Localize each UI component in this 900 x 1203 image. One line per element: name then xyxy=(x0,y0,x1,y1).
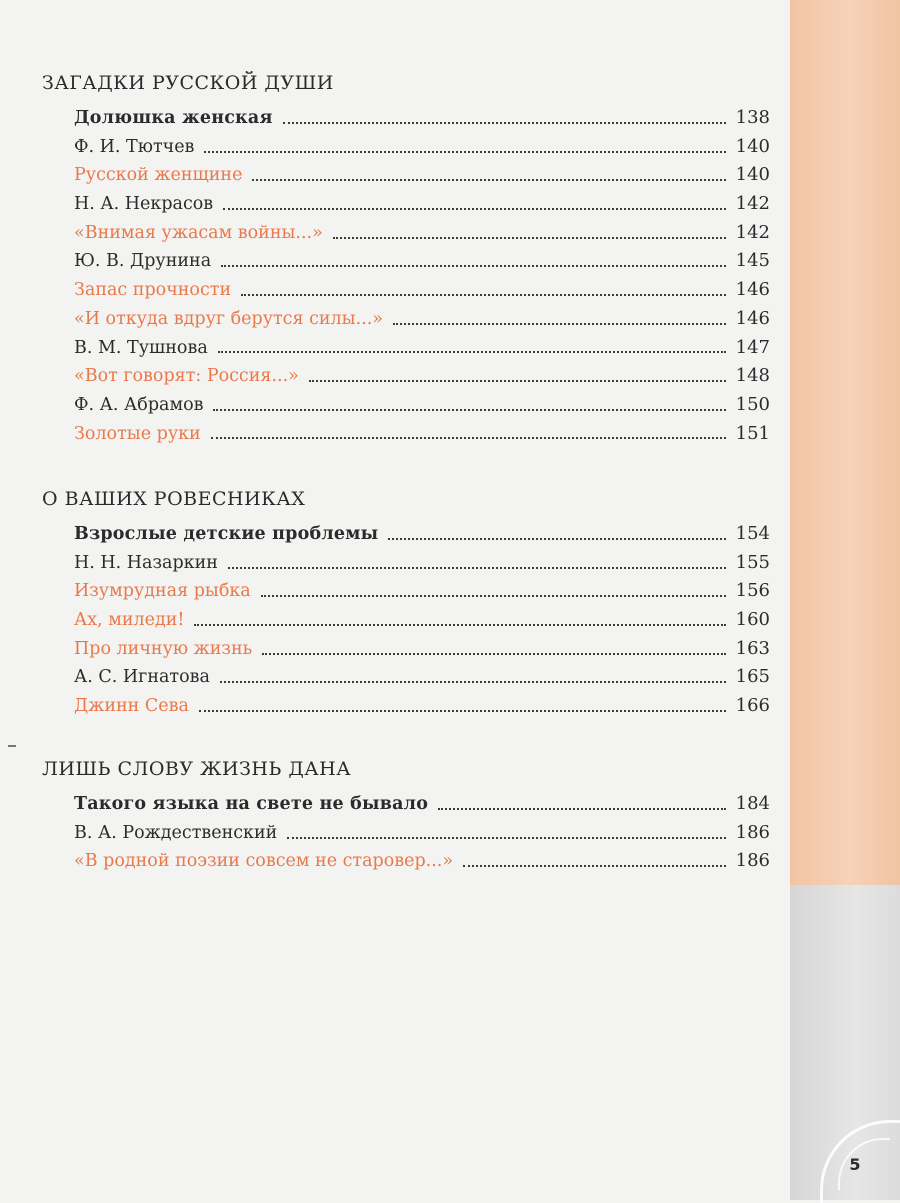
toc-entry-title: Русской женщине xyxy=(74,165,243,186)
toc-entry[interactable] xyxy=(74,247,770,276)
toc-entry[interactable] xyxy=(74,362,770,391)
toc-entry[interactable] xyxy=(74,819,770,848)
toc-entry[interactable] xyxy=(74,663,770,692)
margin-mark xyxy=(8,745,16,747)
page-number: 5 xyxy=(849,1155,861,1174)
dot-leader xyxy=(220,680,726,683)
toc-entry-page: 142 xyxy=(735,193,770,215)
toc-entry[interactable] xyxy=(74,420,770,449)
toc-entry-page: 156 xyxy=(735,580,770,602)
toc-section xyxy=(42,70,770,448)
dot-leader xyxy=(211,436,726,439)
toc-entry[interactable] xyxy=(74,391,770,420)
dot-leader xyxy=(221,264,725,267)
toc-entry[interactable] xyxy=(74,334,770,363)
toc-entry[interactable] xyxy=(74,190,770,219)
toc-entry[interactable] xyxy=(74,635,770,664)
toc-entry-page: 142 xyxy=(735,221,770,243)
dot-leader xyxy=(204,150,725,153)
toc-entry-page: 163 xyxy=(735,637,770,659)
dot-leader xyxy=(228,566,726,569)
dot-leader xyxy=(283,121,726,124)
toc-entry-title: «И откуда вдруг берутся силы...» xyxy=(74,308,383,329)
dot-leader xyxy=(463,864,726,867)
toc-entry[interactable] xyxy=(74,606,770,635)
toc-entry[interactable] xyxy=(74,104,770,133)
toc-entry-page: 150 xyxy=(735,393,770,415)
toc-entry-page: 138 xyxy=(735,107,770,128)
dot-leader xyxy=(309,379,726,382)
toc-entry[interactable] xyxy=(74,577,770,606)
toc-entry-page: 155 xyxy=(735,551,770,573)
dot-leader xyxy=(393,322,726,325)
toc-entries xyxy=(74,104,770,448)
section-title: ЛИШЬ СЛОВУ ЖИЗНЬ ДАНА xyxy=(42,758,352,780)
toc-entry-page: 140 xyxy=(735,164,770,186)
toc-section xyxy=(42,756,770,876)
toc-entry-page: 146 xyxy=(735,279,770,301)
decorative-side-band xyxy=(790,0,900,885)
toc-entry-page: 147 xyxy=(735,336,770,358)
toc-entry-page: 148 xyxy=(735,365,770,387)
toc-entry[interactable] xyxy=(74,549,770,578)
dot-leader xyxy=(199,709,726,712)
dot-leader xyxy=(438,807,726,810)
toc-entry-title: Ф. И. Тютчев xyxy=(74,136,195,157)
toc-entry-title: «Внимая ужасам войны...» xyxy=(74,222,323,243)
toc-entry-title: Н. А. Некрасов xyxy=(74,194,214,215)
toc-entry-title: Долюшка женская xyxy=(74,108,273,128)
toc-entry-title: «Вот говорят: Россия...» xyxy=(74,366,299,387)
dot-leader xyxy=(252,178,725,181)
toc-entry[interactable] xyxy=(74,305,770,334)
toc-entry-title: Запас прочности xyxy=(74,280,232,301)
toc-entries xyxy=(74,790,770,876)
dot-leader xyxy=(213,408,725,411)
toc-entry[interactable] xyxy=(74,161,770,190)
toc-entry[interactable] xyxy=(74,847,770,876)
toc-entry-title: В. М. Тушнова xyxy=(74,337,208,358)
dot-leader xyxy=(223,207,725,210)
toc-entry-title: «В родной поэзии совсем не старовер...» xyxy=(74,851,454,872)
toc-entry-page: 186 xyxy=(735,821,770,843)
dot-leader xyxy=(388,537,725,540)
toc-entry-title: В. А. Рождественский xyxy=(74,822,278,843)
toc-entry[interactable] xyxy=(74,692,770,721)
toc-entry-page: 146 xyxy=(735,307,770,329)
dot-leader xyxy=(218,350,726,353)
toc-entry[interactable] xyxy=(74,133,770,162)
toc-entry-page: 184 xyxy=(735,793,770,814)
toc-entry-page: 186 xyxy=(735,850,770,872)
dot-leader xyxy=(194,623,725,626)
section-title: О ВАШИХ РОВЕСНИКАХ xyxy=(42,488,306,510)
toc-section xyxy=(42,486,770,721)
toc-entry-title: Взрослые детские проблемы xyxy=(74,524,379,544)
toc-entry-page: 160 xyxy=(735,609,770,631)
toc-entry-title: Такого языка на свете не бывало xyxy=(74,794,429,814)
toc-entry-page: 154 xyxy=(735,523,770,544)
toc-entry-page: 166 xyxy=(735,695,770,717)
toc-entry-title: Ю. В. Друнина xyxy=(74,251,212,272)
toc-entry-title: Изумрудная рыбка xyxy=(74,581,251,602)
toc-entry-title: Джинн Сева xyxy=(74,696,189,717)
toc-entries xyxy=(74,520,770,721)
toc-entry-title: Ах, миледи! xyxy=(74,610,185,631)
toc-entry-title: Про личную жизнь xyxy=(74,638,253,659)
dot-leader xyxy=(333,236,726,239)
toc-entry[interactable] xyxy=(74,219,770,248)
toc-entry-title: А. С. Игнатова xyxy=(74,667,210,688)
toc-entry-title: Ф. А. Абрамов xyxy=(74,394,204,415)
dot-leader xyxy=(287,836,725,839)
dot-leader xyxy=(262,652,725,655)
toc-entry-page: 165 xyxy=(735,666,770,688)
dot-leader xyxy=(261,594,726,597)
toc-entry-page: 140 xyxy=(735,135,770,157)
toc-entry[interactable] xyxy=(74,790,770,819)
toc-entry-title: Н. Н. Назаркин xyxy=(74,552,218,573)
toc-entry-page: 145 xyxy=(735,250,770,272)
toc-entry[interactable] xyxy=(74,276,770,305)
toc-entry-page: 151 xyxy=(735,422,770,444)
toc-entry[interactable] xyxy=(74,520,770,549)
dot-leader xyxy=(241,293,726,296)
section-title: ЗАГАДКИ РУССКОЙ ДУШИ xyxy=(42,72,334,94)
toc-entry-title: Золотые руки xyxy=(74,423,201,444)
